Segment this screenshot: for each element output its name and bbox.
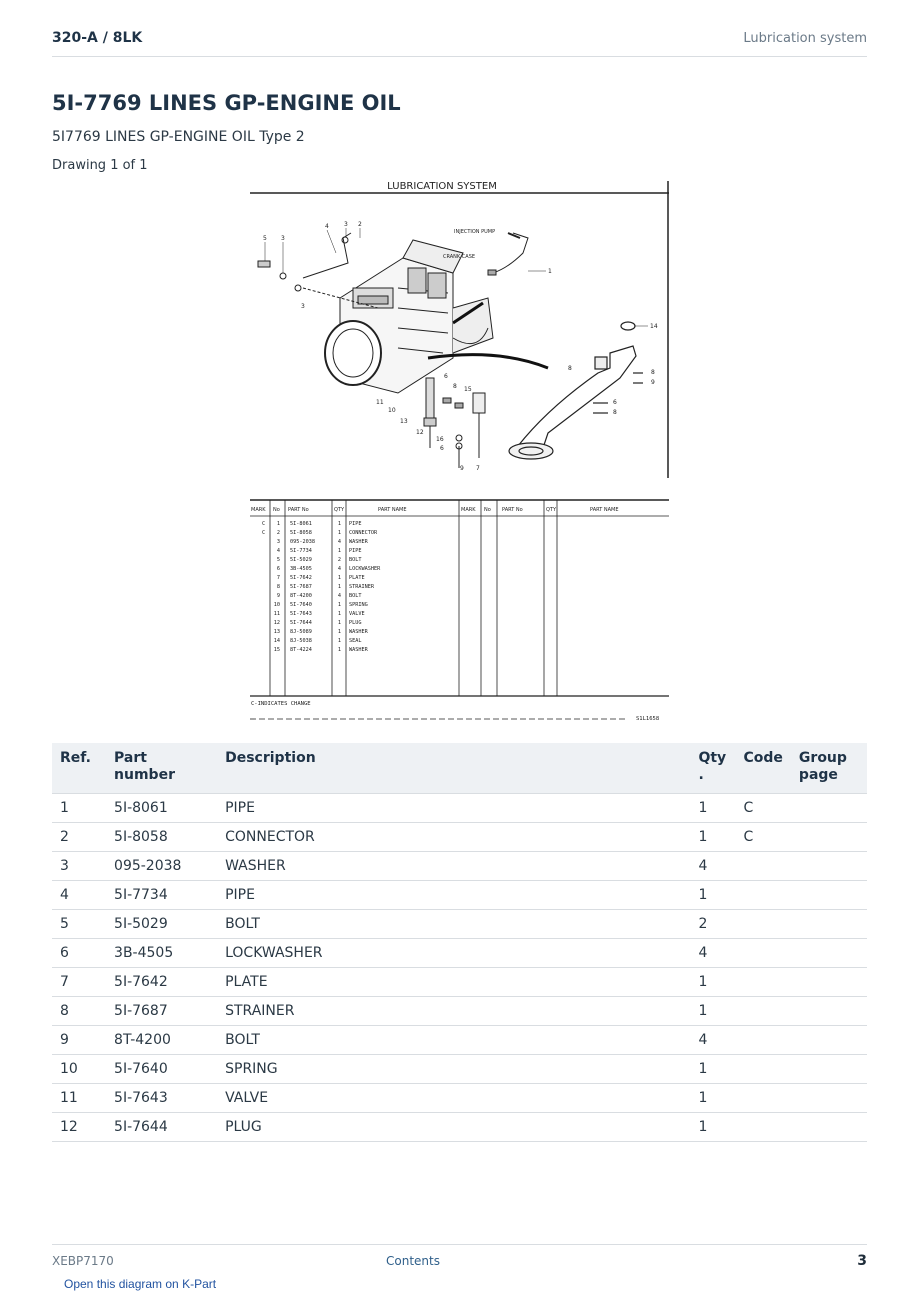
cell-group-page [791, 1026, 867, 1055]
parts-list-cell: 9 [276, 593, 280, 599]
parts-list-cell: 8T-4200 [290, 593, 312, 599]
cell-group-page [791, 823, 867, 852]
cell-ref: 2 [52, 823, 106, 852]
header-description: Description [217, 743, 690, 794]
label-injection-pump: INJECTION PUMP [454, 229, 496, 235]
parts-list-cell: WASHER [349, 629, 368, 635]
parts-list-cell: 10 [273, 602, 280, 608]
drawing-code: S1L1658 [636, 716, 660, 722]
parts-list-cell: 1 [337, 629, 341, 635]
parts-list-cell: 8 [276, 584, 280, 590]
cell-description: BOLT [217, 1026, 690, 1055]
parts-list-cell: VALVE [349, 611, 365, 617]
parts-list-cell: 1 [337, 548, 341, 554]
parts-list-cell: 5I-7642 [290, 575, 312, 581]
parts-list-cell: SPRING [349, 602, 368, 608]
parts-list-cell: BOLT [349, 593, 362, 599]
contents-link[interactable]: Contents [386, 1254, 440, 1268]
svg-text:2: 2 [358, 221, 362, 228]
cell-description: PIPE [217, 881, 690, 910]
parts-list-header: PART NAME [378, 507, 407, 513]
parts-list-cell: CONNECTOR [349, 530, 378, 536]
parts-list-cell: 12 [273, 620, 280, 626]
cell-part-number: 5I-8061 [106, 794, 217, 823]
cell-qty: 1 [690, 1055, 735, 1084]
parts-list-cell: 5I-7734 [290, 548, 312, 554]
cell-ref: 3 [52, 852, 106, 881]
cell-description: BOLT [217, 910, 690, 939]
svg-text:12: 12 [416, 429, 424, 436]
parts-list-cell: STRAINER [349, 584, 374, 590]
cell-description: LOCKWASHER [217, 939, 690, 968]
open-diagram-link[interactable]: Open this diagram on K-Part [64, 1277, 217, 1291]
cell-code [735, 1113, 790, 1142]
cell-qty: 1 [690, 968, 735, 997]
parts-list-cell: 5I-8061 [290, 521, 312, 527]
cell-part-number: 5I-7642 [106, 968, 217, 997]
parts-list-rows [262, 521, 381, 653]
parts-list-cell: 1 [276, 521, 280, 527]
parts-list-cell: 1 [337, 584, 341, 590]
page-footer [52, 1244, 867, 1291]
table-row [52, 968, 867, 997]
cell-group-page [791, 968, 867, 997]
parts-list-header: QTY [546, 507, 557, 513]
diagram-title: LUBRICATION SYSTEM [387, 181, 497, 192]
table-row [52, 1084, 867, 1113]
cell-qty: 1 [690, 881, 735, 910]
cell-qty: 1 [690, 1113, 735, 1142]
cell-code [735, 1055, 790, 1084]
parts-list-cell: 14 [273, 638, 280, 644]
parts-list-cell: WASHER [349, 539, 368, 545]
header-code: Code [735, 743, 790, 794]
cell-ref: 7 [52, 968, 106, 997]
table-row [52, 1055, 867, 1084]
cell-part-number: 5I-7640 [106, 1055, 217, 1084]
svg-text:3: 3 [281, 235, 285, 242]
cell-ref: 12 [52, 1113, 106, 1142]
cell-description: PIPE [217, 794, 690, 823]
svg-text:8: 8 [453, 383, 457, 390]
cell-code: C [735, 794, 790, 823]
cell-code [735, 997, 790, 1026]
parts-list-cell: 5I-5029 [290, 557, 312, 563]
breadcrumb: 320-A / 8LK [52, 30, 143, 46]
table-row [52, 881, 867, 910]
cell-code [735, 881, 790, 910]
cell-ref: 11 [52, 1084, 106, 1113]
parts-list-cell: BOLT [349, 557, 362, 563]
parts-list-header: PART No [502, 507, 523, 513]
parts-list-cell: 095-2038 [290, 539, 315, 545]
svg-text:6: 6 [613, 399, 617, 406]
parts-list-cell: PLATE [349, 575, 365, 581]
cell-part-number: 3B-4505 [106, 939, 217, 968]
cell-part-number: 5I-7643 [106, 1084, 217, 1113]
cell-qty: 1 [690, 823, 735, 852]
cell-group-page [791, 939, 867, 968]
cell-code [735, 939, 790, 968]
parts-list-cell: SEAL [349, 638, 362, 644]
cell-part-number: 095-2038 [106, 852, 217, 881]
parts-list-cell: 15 [273, 647, 280, 653]
parts-list-cell: 8J-5089 [290, 629, 312, 635]
cell-code [735, 968, 790, 997]
table-row [52, 1026, 867, 1055]
cell-group-page [791, 1055, 867, 1084]
parts-list-cell: 5I-7687 [290, 584, 312, 590]
svg-text:16: 16 [436, 436, 444, 443]
parts-list-header: MARK [251, 507, 266, 513]
embedded-parts-list [250, 500, 669, 719]
parts-list-cell: 3B-4505 [290, 566, 312, 572]
parts-list-cell: 5I-8058 [290, 530, 312, 536]
engine-illustration [325, 240, 493, 393]
parts-list-cell: PIPE [349, 521, 362, 527]
label-crank-case: CRANK CASE [443, 254, 476, 260]
svg-text:4: 4 [325, 223, 329, 230]
svg-text:6: 6 [440, 445, 444, 452]
cell-qty: 4 [690, 852, 735, 881]
cell-qty: 2 [690, 910, 735, 939]
parts-list-mark: C [262, 530, 266, 536]
parts-diagram [248, 178, 672, 723]
parts-list-header: No [484, 507, 491, 513]
parts-list-cell: 5I-7643 [290, 611, 312, 617]
page-subtitle: 5I7769 LINES GP-ENGINE OIL Type 2 [52, 129, 305, 145]
table-row [52, 997, 867, 1026]
parts-list-cell: 5I-7640 [290, 602, 312, 608]
table-row [52, 1113, 867, 1142]
header-ref: Ref. [52, 743, 106, 794]
svg-text:9: 9 [651, 379, 655, 386]
svg-text:14: 14 [650, 323, 658, 330]
parts-list-cell: 8J-5038 [290, 638, 312, 644]
svg-text:9: 9 [460, 465, 464, 472]
parts-list-cell: PLUG [349, 620, 362, 626]
page-number: 3 [857, 1253, 867, 1269]
page-header [52, 28, 867, 57]
cell-group-page [791, 997, 867, 1026]
parts-list-cell: 1 [337, 647, 341, 653]
parts-list-cell: 13 [273, 629, 280, 635]
svg-text:10: 10 [388, 407, 396, 414]
cell-ref: 1 [52, 794, 106, 823]
parts-list-cell: 4 [276, 548, 280, 554]
table-row [52, 823, 867, 852]
parts-list-mark: C [262, 521, 266, 527]
parts-list-header: PART No [288, 507, 309, 513]
cell-description: PLUG [217, 1113, 690, 1142]
cell-code [735, 1084, 790, 1113]
cell-group-page [791, 1113, 867, 1142]
section-name: Lubrication system [743, 31, 867, 46]
cell-group-page [791, 910, 867, 939]
cell-code [735, 910, 790, 939]
svg-text:1: 1 [548, 268, 552, 275]
parts-list-cell: 1 [337, 611, 341, 617]
svg-text:6: 6 [444, 373, 448, 380]
table-row [52, 794, 867, 823]
parts-list-cell: LOCKWASHER [349, 566, 381, 572]
header-group-page: Group page [791, 743, 867, 794]
parts-list-cell: 1 [337, 530, 341, 536]
parts-list-cell: 2 [276, 530, 280, 536]
cell-description: PLATE [217, 968, 690, 997]
cell-ref: 6 [52, 939, 106, 968]
parts-list-footnote: C-INDICATES CHANGE [251, 701, 311, 707]
document-id: XEBP7170 [52, 1254, 114, 1268]
cell-part-number: 5I-7687 [106, 997, 217, 1026]
cell-qty: 4 [690, 939, 735, 968]
svg-text:8: 8 [568, 365, 572, 372]
table-header-row [52, 743, 867, 794]
cell-description: WASHER [217, 852, 690, 881]
cell-description: STRAINER [217, 997, 690, 1026]
parts-list-header: MARK [461, 507, 476, 513]
svg-text:15: 15 [464, 386, 472, 393]
parts-list-cell: 5 [276, 557, 280, 563]
cell-code [735, 1026, 790, 1055]
parts-list-cell: 1 [337, 602, 341, 608]
cell-group-page [791, 1084, 867, 1113]
svg-text:13: 13 [400, 418, 408, 425]
parts-list-cell: 1 [337, 638, 341, 644]
cell-ref: 5 [52, 910, 106, 939]
parts-list-cell: 11 [273, 611, 280, 617]
parts-list-cell: 7 [276, 575, 280, 581]
cell-qty: 1 [690, 794, 735, 823]
table-row [52, 939, 867, 968]
cell-code [735, 852, 790, 881]
parts-list-cell: 5I-7644 [290, 620, 312, 626]
cell-group-page [791, 852, 867, 881]
cell-code: C [735, 823, 790, 852]
svg-text:8: 8 [613, 409, 617, 416]
cell-description: CONNECTOR [217, 823, 690, 852]
parts-list-cell: 4 [337, 566, 341, 572]
svg-text:8: 8 [651, 369, 655, 376]
table-row [52, 852, 867, 881]
diagram-drawing [248, 178, 672, 723]
cell-part-number: 5I-7644 [106, 1113, 217, 1142]
cell-description: VALVE [217, 1084, 690, 1113]
cell-ref: 8 [52, 997, 106, 1026]
parts-list-cell: 1 [337, 575, 341, 581]
parts-list-cell: 2 [337, 557, 341, 563]
parts-list-cell: 6 [276, 566, 280, 572]
page-title: 5I-7769 LINES GP-ENGINE OIL [52, 91, 401, 115]
cell-part-number: 5I-5029 [106, 910, 217, 939]
cell-qty: 1 [690, 1084, 735, 1113]
parts-list-cell: 4 [337, 539, 341, 545]
cell-description: SPRING [217, 1055, 690, 1084]
table-row [52, 910, 867, 939]
parts-list-cell: 4 [337, 593, 341, 599]
parts-list-header: PART NAME [590, 507, 619, 513]
cell-ref: 9 [52, 1026, 106, 1055]
parts-list-header: QTY [334, 507, 345, 513]
parts-list-headers [251, 507, 619, 513]
svg-text:11: 11 [376, 399, 384, 406]
cell-ref: 10 [52, 1055, 106, 1084]
cell-group-page [791, 794, 867, 823]
svg-text:7: 7 [476, 465, 480, 472]
cell-part-number: 8T-4200 [106, 1026, 217, 1055]
cell-ref: 4 [52, 881, 106, 910]
parts-list-cell: 1 [337, 620, 341, 626]
svg-text:3: 3 [344, 221, 348, 228]
cell-part-number: 5I-8058 [106, 823, 217, 852]
header-part-number: Part number [106, 743, 217, 794]
svg-text:5: 5 [263, 235, 267, 242]
drawing-count: Drawing 1 of 1 [52, 158, 148, 173]
parts-list-header: No [273, 507, 280, 513]
cell-qty: 4 [690, 1026, 735, 1055]
svg-text:3: 3 [301, 303, 305, 310]
parts-list-cell: 8T-4224 [290, 647, 312, 653]
parts-table [52, 743, 867, 1142]
parts-list-cell: 3 [276, 539, 280, 545]
parts-list-cell: 1 [337, 521, 341, 527]
cell-qty: 1 [690, 997, 735, 1026]
parts-list-cell: PIPE [349, 548, 362, 554]
header-qty: Qty . [690, 743, 735, 794]
cell-part-number: 5I-7734 [106, 881, 217, 910]
parts-list-cell: WASHER [349, 647, 368, 653]
cell-group-page [791, 881, 867, 910]
